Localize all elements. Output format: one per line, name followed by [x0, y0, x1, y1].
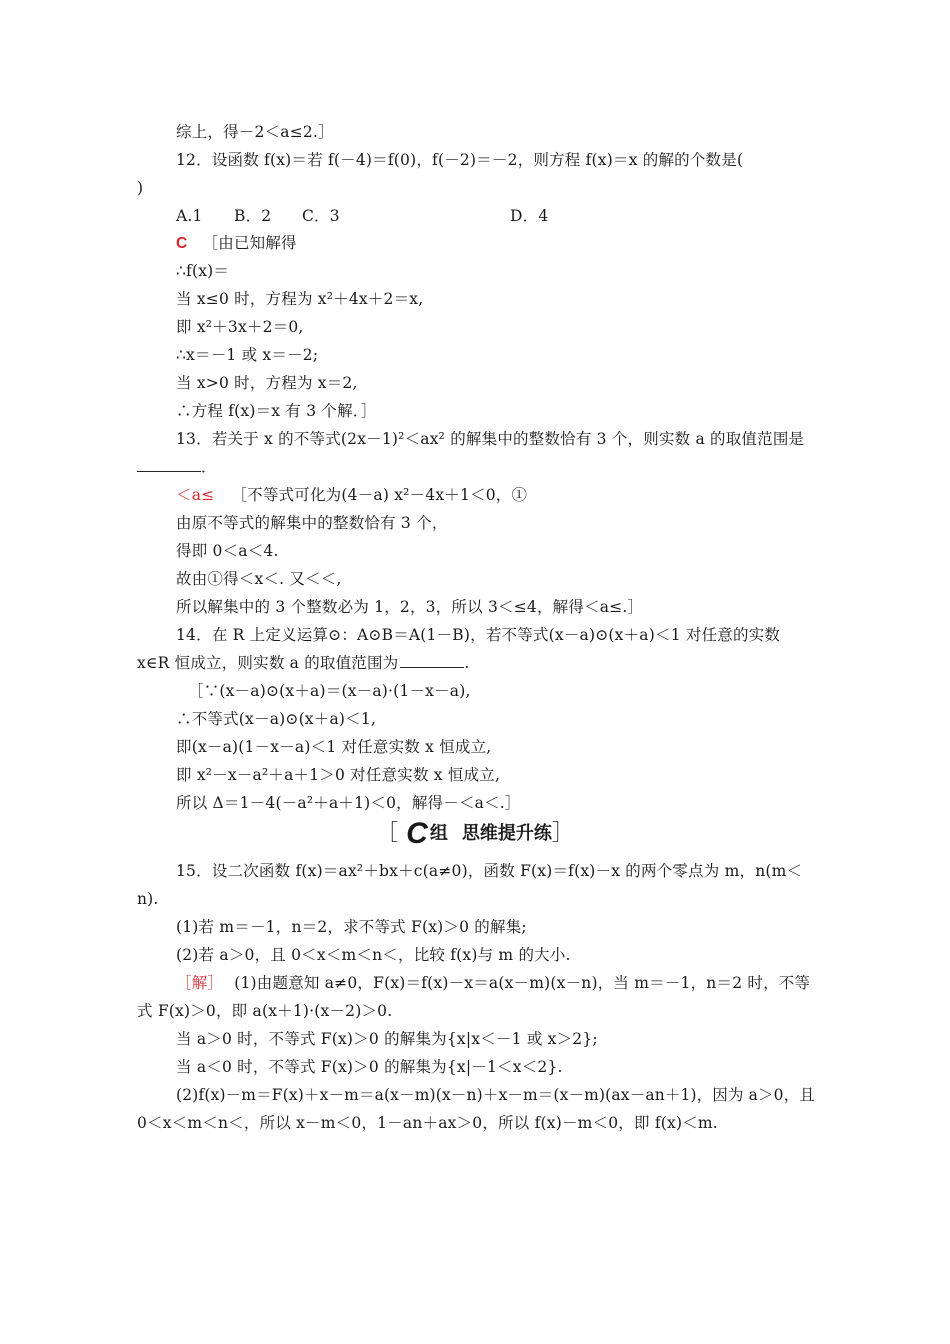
q12-options — [176, 205, 548, 227]
text-line: 综上，得－2＜a≤2.］ — [176, 123, 334, 141]
text-line: 式 F(x)＞0，即 a(x＋1)·(x－2)＞0. — [137, 1002, 393, 1020]
text-line: ) — [137, 179, 144, 197]
option-a: A.1 — [176, 207, 203, 225]
answer-text: ［不等式可化为(4－a) x²－4x＋1＜0，① — [231, 486, 528, 504]
text-line: ∴方程 f(x)＝x 有 3 个解．］ — [176, 402, 377, 420]
option-c: C．3 — [302, 207, 340, 225]
text-line: ∴x＝－1 或 x＝－2; — [176, 346, 319, 364]
question-13: 13．若关于 x 的不等式(2x－1)²＜ax² 的解集中的整数恰有 3 个，则实数 a 的取值范围是 — [176, 430, 805, 448]
text-line: 0＜x＜m＜n＜，所以 x－m＜0，1－an＋ax＞0，所以 f(x)－m＜0，即 f(x)＜m. — [137, 1114, 718, 1132]
answer-line — [176, 972, 810, 994]
section-title: 思维提升练 — [461, 823, 552, 844]
text-line: ∴不等式(x－a)⊙(x＋a)＜1, — [176, 710, 377, 728]
text-line: (2)若 a＞0，且 0＜x＜m＜n＜，比较 f(x)与 m 的大小. — [176, 946, 571, 964]
text-line: n). — [137, 890, 159, 908]
text-line: 所以 Δ＝1－4(－a²＋a＋1)＜0，解得－＜a＜.］ — [176, 794, 521, 812]
question-14: 14．在 R 上定义运算⊙：A⊙B＝A(1－B)，若不等式(x－a)⊙(x＋a)＜1 对任意的实数 — [176, 626, 781, 644]
answer-text: (1)由题意知 a≠0，F(x)＝f(x)－x＝a(x－m)(x－n)，当 m＝－1，n＝2 时，不等 — [234, 974, 811, 992]
section-header — [0, 817, 950, 850]
answer-line — [176, 484, 527, 506]
answer-label: ＜a≤ — [176, 486, 215, 504]
text-line: 当 a＞0 时，不等式 F(x)＞0 的解集为{x|x＜－1 或 x＞2}; — [176, 1030, 598, 1048]
text-line: 由原不等式的解集中的整数恰有 3 个， — [176, 514, 448, 532]
answer-label: ［解］ — [176, 974, 224, 992]
answer-line — [176, 232, 297, 255]
text-line: (2)f(x)－m＝F(x)＋x－m＝a(x－m)(x－n)＋x－m＝(x－m)(ax－an＋1)，因为 a＞0，且 — [176, 1086, 815, 1104]
text-line: 当 x≤0 时，方程为 x²＋4x＋2＝x, — [176, 290, 424, 308]
text-line: ∴f(x)＝ — [176, 262, 230, 280]
answer-blank — [400, 653, 464, 668]
answer-text: ［由已知解得 — [202, 234, 297, 252]
blank-line: ． — [137, 456, 217, 478]
text-line: 即 x²－x－a²＋a＋1＞0 对任意实数 x 恒成立, — [176, 766, 501, 784]
text-line: 即(x－a)(1－x－a)＜1 对任意实数 x 恒成立, — [176, 738, 492, 756]
section-bracket-close: ］ — [551, 821, 574, 846]
text-line: (1)若 m＝－1，n＝2，求不等式 F(x)＞0 的解集; — [176, 918, 527, 936]
text-line: 当 a＜0 时，不等式 F(x)＞0 的解集为{x|－1＜x＜2}. — [176, 1058, 563, 1076]
text-line: 当 x>0 时，方程为 x＝2, — [176, 374, 358, 392]
text-line: x∈R 恒成立，则实数 a 的取值范围为 . — [137, 654, 470, 672]
text-line: 故由①得＜x＜. 又＜＜, — [176, 570, 342, 588]
answer-label: C — [176, 235, 188, 252]
option-b: B．2 — [234, 207, 272, 225]
text-line: 得即 0＜a＜4. — [176, 542, 279, 560]
section-letter: C — [406, 817, 428, 850]
text-line: ［∵(x－a)⊙(x＋a)＝(x－a)·(1－x－a), — [188, 682, 471, 700]
section-group: 组 — [429, 823, 448, 844]
text-line: 即 x²＋3x＋2＝0, — [176, 318, 304, 336]
option-d: D．4 — [510, 207, 549, 225]
question-15: 15．设二次函数 f(x)＝ax²＋bx＋c(a≠0)，函数 F(x)＝f(x)－x 的两个零点为 m，n(m＜ — [176, 862, 803, 880]
section-bracket-open: ［ — [376, 821, 399, 846]
text-line: 所以解集中的 3 个整数必为 1，2，3，所以 3＜≤4，解得＜a≤.］ — [176, 598, 644, 616]
question-12: 12．设函数 f(x)＝若 f(－4)＝f(0)，f(－2)＝－2，则方程 f(x)＝x 的解的个数是( — [176, 151, 744, 169]
answer-blank — [137, 457, 201, 472]
